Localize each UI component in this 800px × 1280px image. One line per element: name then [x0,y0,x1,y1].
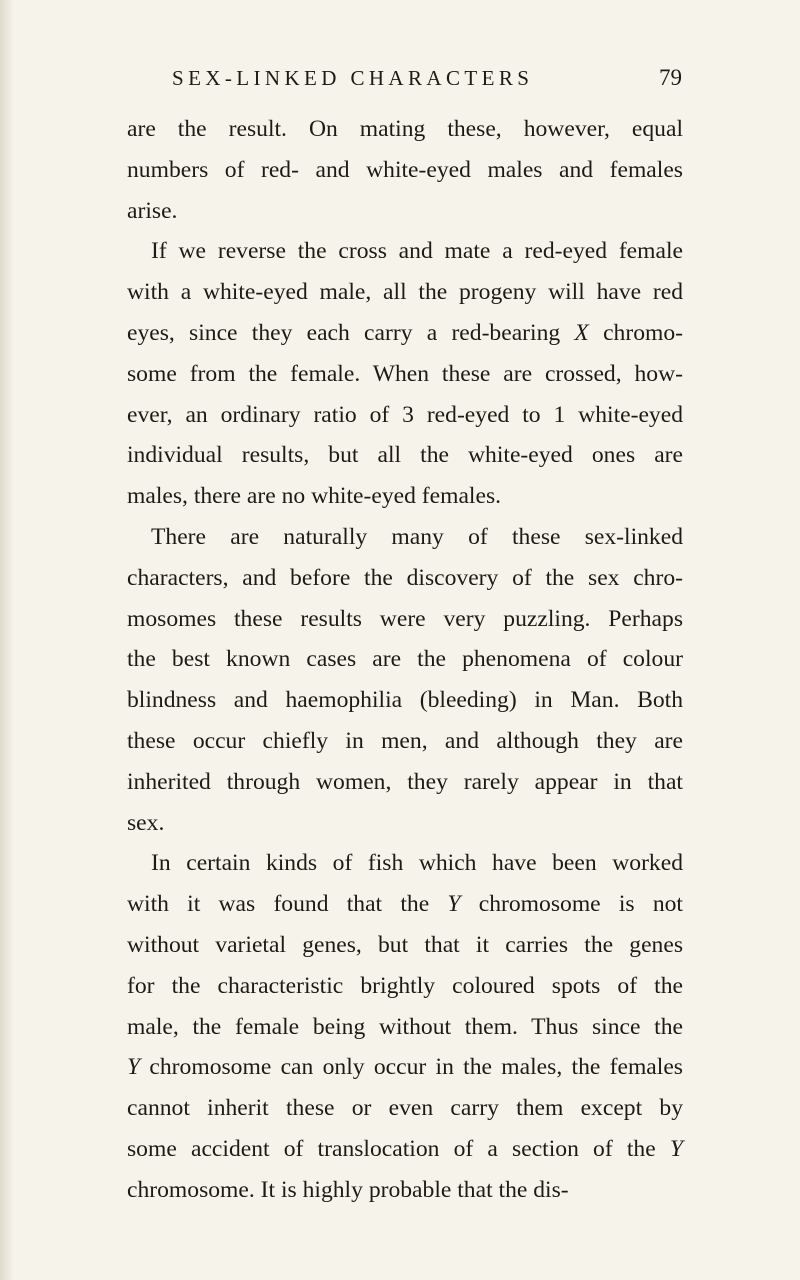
page-gutter-shadow [0,0,14,1280]
paragraph [127,231,683,517]
text-line: these occur chiefly in men, and although they are [127,727,683,754]
paragraph [127,517,683,843]
chromosome-letter: Y [447,891,461,918]
text-line: In certain kinds of fish which have been worked [151,850,683,877]
paragraph [127,843,683,1210]
text-line: with a white-eyed male, all the progeny will have red [127,279,683,306]
text-line: male, the female being without them. Thus since the [127,1013,683,1040]
text-line: individual results, but all the white-eyed ones are [127,442,683,469]
text-line [127,884,683,925]
line-segment: some accident of translocation of a section of the [127,1135,670,1162]
line-segment: chromosome can only occur in the males, the females [140,1054,683,1081]
body-text [127,109,683,1211]
running-title: SEX-LINKED CHARACTERS [172,66,534,90]
chromosome-letter: X [574,319,589,346]
text-line: are the result. On mating these, however, equal [127,116,683,142]
chromosome-letter: Y [127,1054,141,1081]
text-line: chromosome. It is highly probable that the dis- [127,1176,569,1203]
text-line: the best known cases are the phenomena of colour [127,646,683,673]
text-line: blindness and haemophilia (bleeding) in Man. Both [127,687,683,714]
text-line: for the characteristic brightly coloured spots of the [127,972,683,999]
line-segment: with it was found that the [127,891,448,918]
text-line [127,313,683,354]
text-line: cannot inherit these or even carry them except by [127,1095,683,1122]
line-segment: eyes, since they each carry a red-bearing [127,319,575,346]
page-number: 79 [659,65,682,90]
text-line [127,1047,683,1088]
line-segment: chromosome is not [460,891,683,918]
text-line: inherited through women, they rarely appear in that [127,768,683,795]
text-line: without varietal genes, but that it carries the genes [127,931,683,958]
line-segment: chromo- [588,319,684,346]
text-line: arise. [127,197,178,224]
running-head [0,60,800,96]
chromosome-letter: Y [669,1135,683,1162]
paragraph [127,109,683,231]
text-line: There are naturally many of these sex-linked [151,523,683,550]
text-line [127,1129,683,1170]
text-line: some from the female. When these are crossed, how- [127,360,683,387]
text-line: If we reverse the cross and mate a red-eyed female [151,238,683,265]
text-line: sex. [127,809,165,836]
text-line: males, there are no white-eyed females. [127,483,502,510]
text-line: characters, and before the discovery of the sex chro- [127,564,683,591]
text-line: ever, an ordinary ratio of 3 red-eyed to 1 white-eyed [127,401,683,428]
text-line: mosomes these results were very puzzling. Perhaps [127,605,683,632]
text-line: numbers of red- and white-eyed males and females [127,156,683,183]
